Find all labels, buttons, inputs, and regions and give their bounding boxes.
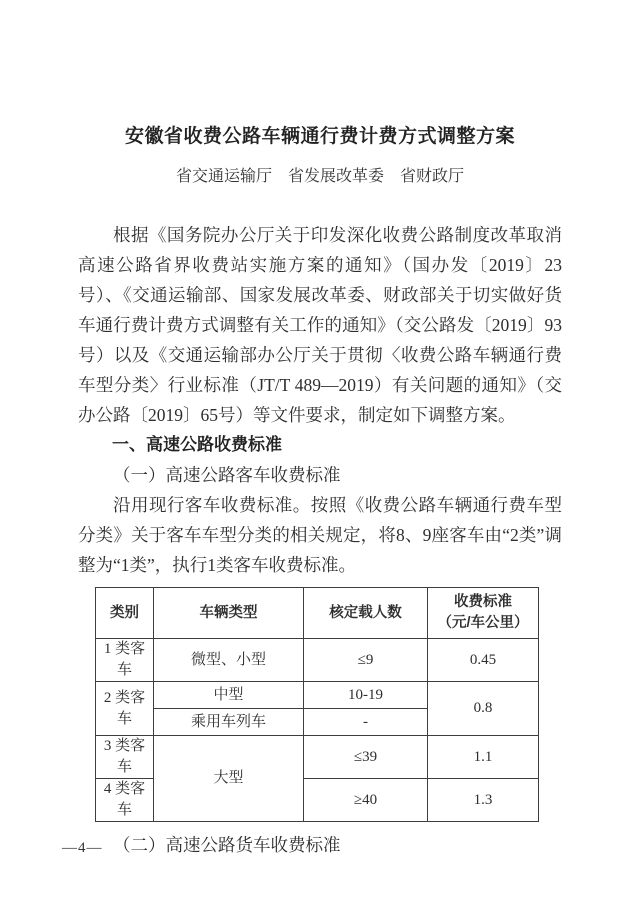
table-header-row: [96, 588, 539, 639]
subsection1-heading: （一）高速公路客车收费标准: [113, 465, 341, 485]
cell-rate: 1.1: [428, 736, 539, 779]
subsection1-paragraph: 沿用现行客车收费标准。按照《收费公路车辆通行费车型分类》关于客车车型分类的相关规定，将8、9座客车由“2类”调整为“1类”，执行1类客车收费标准。: [78, 495, 562, 575]
subsection2-heading: （二）高速公路货车收费标准: [113, 835, 341, 855]
cell-vehicle-type: 大型: [154, 736, 304, 822]
page-number: —4—: [62, 840, 103, 856]
document-body: [78, 220, 562, 860]
table-row: [96, 639, 539, 682]
cell-rate: 0.45: [428, 639, 539, 682]
col-header-rate: [428, 588, 539, 639]
cell-capacity: ≤39: [304, 736, 428, 779]
col-header-category: 类别: [96, 588, 154, 639]
cell-category: 2 类客车: [96, 682, 154, 736]
cell-capacity: -: [304, 709, 428, 736]
document-title: 安徽省收费公路车辆通行费计费方式调整方案: [124, 126, 515, 147]
cell-capacity: ≥40: [304, 779, 428, 822]
section1-heading: 一、高速公路收费标准: [112, 435, 282, 454]
table-row: [96, 736, 539, 779]
table-row: [96, 682, 539, 709]
col-header-rate-line1: 收费标准: [454, 594, 512, 610]
col-header-vehicle-type: 车辆类型: [154, 588, 304, 639]
cell-category: 1 类客车: [96, 639, 154, 682]
intro-paragraph: 根据《国务院办公厅关于印发深化收费公路制度改革取消高速公路省界收费站实施方案的通知》（国办发〔2019〕23号）、《交通运输部、国家发展改革委、财政部关于切实做好货车通行费计费方式调整有关工作的通知》（交公路发〔2019〕93号）以及《交通运输部办公厅关于贯彻〈收费公路车辆通行费车型分类〉行业标准（JT/T 489—2019）有关问题的通知》（交办公路〔2019〕65号）等文件要求，制定如下调整方案。: [78, 225, 562, 425]
cell-capacity: ≤9: [304, 639, 428, 682]
col-header-rate-line2: （元/车公里）: [437, 615, 529, 631]
cell-vehicle-type: 微型、小型: [154, 639, 304, 682]
cell-vehicle-type: 乘用车列车: [154, 709, 304, 736]
passenger-rates-table: [95, 587, 539, 822]
document-byline: 省交通运输厅 省发展改革委 省财政厅: [175, 168, 464, 185]
cell-vehicle-type: 中型: [154, 682, 304, 709]
cell-rate: 1.3: [428, 779, 539, 822]
cell-category: 4 类客车: [96, 779, 154, 822]
col-header-capacity: 核定载人数: [304, 588, 428, 639]
cell-rate: 0.8: [428, 682, 539, 736]
cell-category: 3 类客车: [96, 736, 154, 779]
cell-capacity: 10-19: [304, 682, 428, 709]
